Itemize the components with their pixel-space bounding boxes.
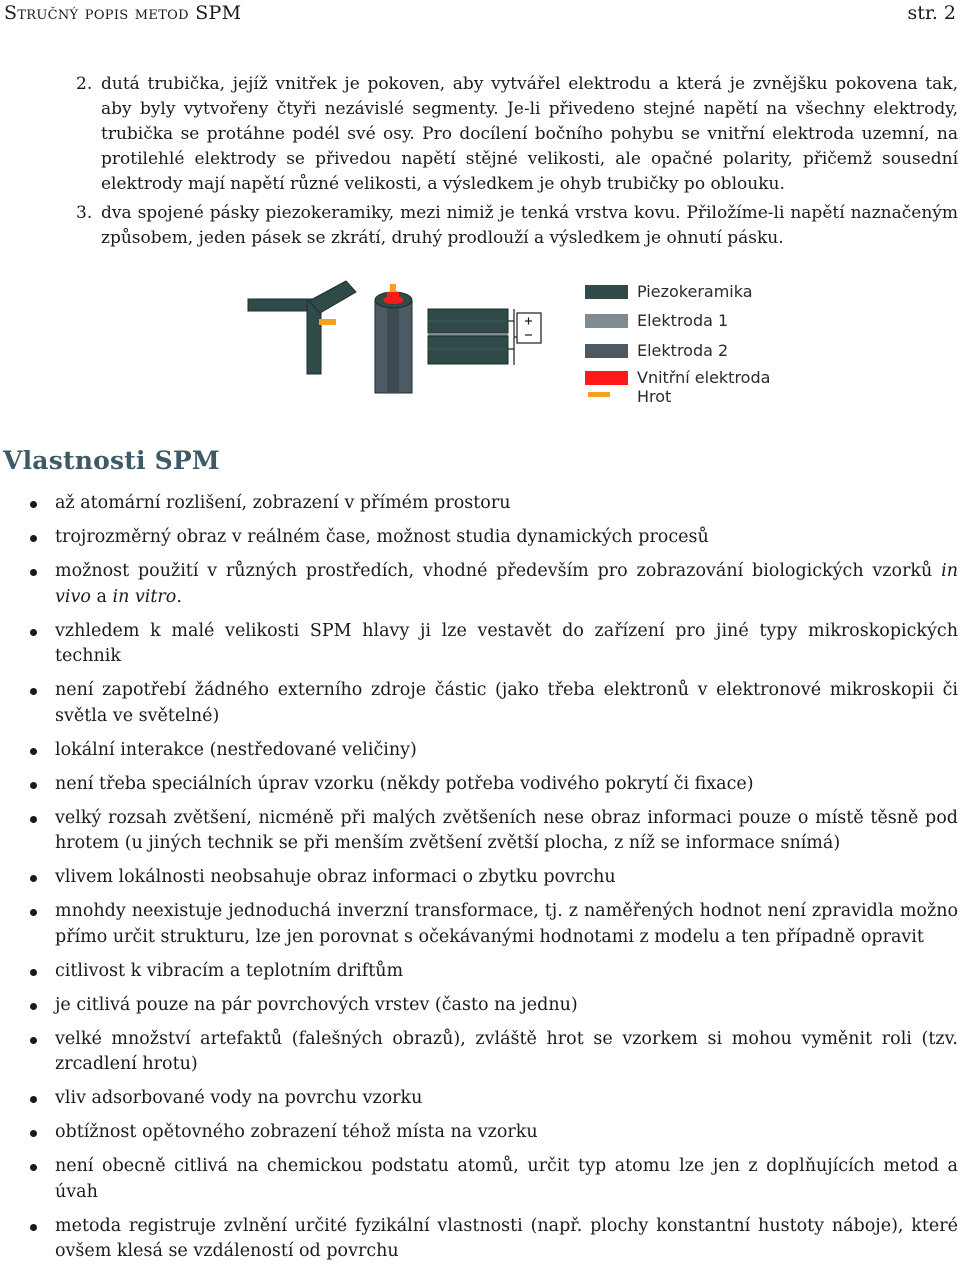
item-text: vlivem lokálnosti neobsahuje obraz informaci o zbytku povrchu [55, 867, 616, 887]
bullet-dot [30, 1096, 37, 1103]
bullet-dot [30, 1164, 37, 1171]
list-item [0, 806, 960, 857]
item-text: lokální interakce (nestředované veličiny) [55, 739, 417, 760]
italic-term: in vivo [55, 561, 958, 607]
list-item [0, 959, 960, 985]
page-header [4, 2, 956, 26]
item-text: není obecně citlivá na chemickou podstatu atomů, určit typ atomu lze jen z doplňujících metod a úvah [55, 1156, 958, 1202]
piezo-scanner-figure [0, 275, 960, 415]
bullet-dot [30, 535, 37, 542]
bullet-dot [30, 1037, 37, 1044]
list-item [0, 865, 960, 891]
list-item [0, 559, 960, 610]
tripod-scanner [248, 281, 356, 374]
item-text: možnost použití v různých prostředích, vhodné především pro zobrazování biologických vzorků [55, 561, 942, 581]
list-item [0, 678, 960, 729]
item-text: velké množství artefaktů (falešných obrazů), zvláště hrot se vzorkem si mohou vyměnit roli (tzv. zrcadlení hrotu) [55, 1028, 958, 1074]
list-item [0, 491, 960, 517]
item-text: a [90, 586, 113, 607]
item-text: mnohdy neexistuje jednoduchá inverzní transformace, tj. z naměřených hodnot není zpravidla možno přímo určit strukturu, lze jen porovnat s očekávanými hodnotami z modelu a ten případně opravit [55, 901, 958, 947]
page-number: str. 2 [907, 2, 956, 24]
bullet-dot [30, 782, 37, 789]
item-text: . [176, 586, 182, 607]
list-item [0, 1086, 960, 1112]
list-item [0, 899, 960, 950]
legend-label: Hrot [637, 387, 672, 406]
list-item [0, 72, 960, 197]
list-item [0, 1027, 960, 1078]
legend-swatch [585, 344, 628, 358]
legend-swatch [588, 392, 610, 397]
bullet-dot [30, 688, 37, 695]
list-item [0, 772, 960, 798]
item-text: není zapotřebí žádného externího zdroje částic (jako třeba elektronů v elektronové mikroskopii či světla ve světelné) [55, 680, 958, 726]
running-title: Stručný popis metod SPM [4, 2, 242, 24]
bullet-dot [30, 969, 37, 976]
legend-swatch [585, 371, 628, 385]
bimorph-scanner [428, 309, 541, 365]
legend-label: Elektroda 2 [637, 341, 729, 360]
list-item [0, 1214, 960, 1265]
bullet-dot [30, 875, 37, 882]
item-number: 2. [76, 74, 93, 94]
bullet-dot [30, 629, 37, 636]
bullet-dot [30, 569, 37, 576]
item-text: trojrozměrný obraz v reálném čase, možnost studia dynamických procesů [55, 527, 709, 547]
item-text: citlivost k vibracím a teplotním driftům [55, 960, 404, 981]
section-title: Vlastnosti SPM [3, 446, 220, 475]
bullet-dot [30, 748, 37, 755]
properties-list [0, 491, 960, 1273]
numbered-list [0, 72, 960, 255]
item-text: vliv adsorbované vody na povrchu vzorku [55, 1088, 423, 1108]
item-text: metoda registruje zvlnění určité fyzikální vlastnosti (např. plochy konstantní hustoty náboje), které ovšem klesá se vzdáleností od povrchu [55, 1215, 958, 1261]
item-text: obtížnost opětovného zobrazení téhož místa na vzorku [55, 1122, 538, 1142]
list-item [0, 1120, 960, 1146]
item-text: není třeba speciálních úprav vzorku (někdy potřeba vodivého pokrytí či fixace) [55, 773, 754, 794]
item-number: 3. [76, 203, 93, 223]
item-text: vzhledem k malé velikosti SPM hlavy ji lze vestavět do zařízení pro jiné typy mikroskopických technik [55, 620, 958, 666]
list-item [0, 525, 960, 551]
bullet-dot [30, 1130, 37, 1137]
list-item [0, 619, 960, 670]
list-item [0, 993, 960, 1019]
item-text: dutá trubička, jejíž vnitřek je pokoven, aby vytvářel elektrodu a která je zvnějšku pokovena tak, aby byly vytvořeny čtyři nezávislé segmenty. Je-li přivedeno stejné napětí na všechny elektrody, trubička se protáhne podél své osy. Pro docílení bočního pohybu se vnitřní elektroda uzemní, na protilehlé elektrody se přivedou napětí stějné velikosti, ale opačné polarity, přičemž sousední elektrody mají napětí různé velikosti, a výsledkem je ohyb trubičky po oblouku. [101, 74, 958, 194]
scanner-diagram [0, 275, 960, 415]
legend-swatch [585, 314, 628, 328]
item-text: je citlivá pouze na pár povrchových vrstev (často na jednu) [55, 994, 578, 1015]
item-text: velký rozsah zvětšení, nicméně při malých zvětšeních nese obraz informaci pouze o místě těsně pod hrotem (u jiných technik se při menším zvětšení zvětší plocha, z níž se informace snímá) [55, 807, 958, 853]
bullet-dot [30, 1224, 37, 1231]
bullet-dot [30, 909, 37, 916]
item-text: až atomární rozlišení, zobrazení v přímém prostoru [55, 493, 511, 513]
bullet-dot [30, 816, 37, 823]
legend-label: Elektroda 1 [637, 311, 729, 330]
bullet-dot [30, 1003, 37, 1010]
legend-label: Piezokeramika [637, 282, 753, 301]
item-text: dva spojené pásky piezokeramiky, mezi nimiž je tenká vrstva kovu. Přiložíme-li napětí naznačeným způsobem, jeden pásek se zkrátí, druhý prodlouží a výsledkem je ohnutí pásku. [101, 203, 958, 248]
italic-term: in vitro [112, 586, 177, 607]
bullet-dot [30, 501, 37, 508]
list-item [0, 738, 960, 764]
list-item [0, 201, 960, 251]
legend-label: Vnitřní elektroda [637, 368, 771, 387]
list-item [0, 1154, 960, 1205]
legend-swatch [585, 285, 628, 299]
tube-scanner [375, 284, 412, 393]
